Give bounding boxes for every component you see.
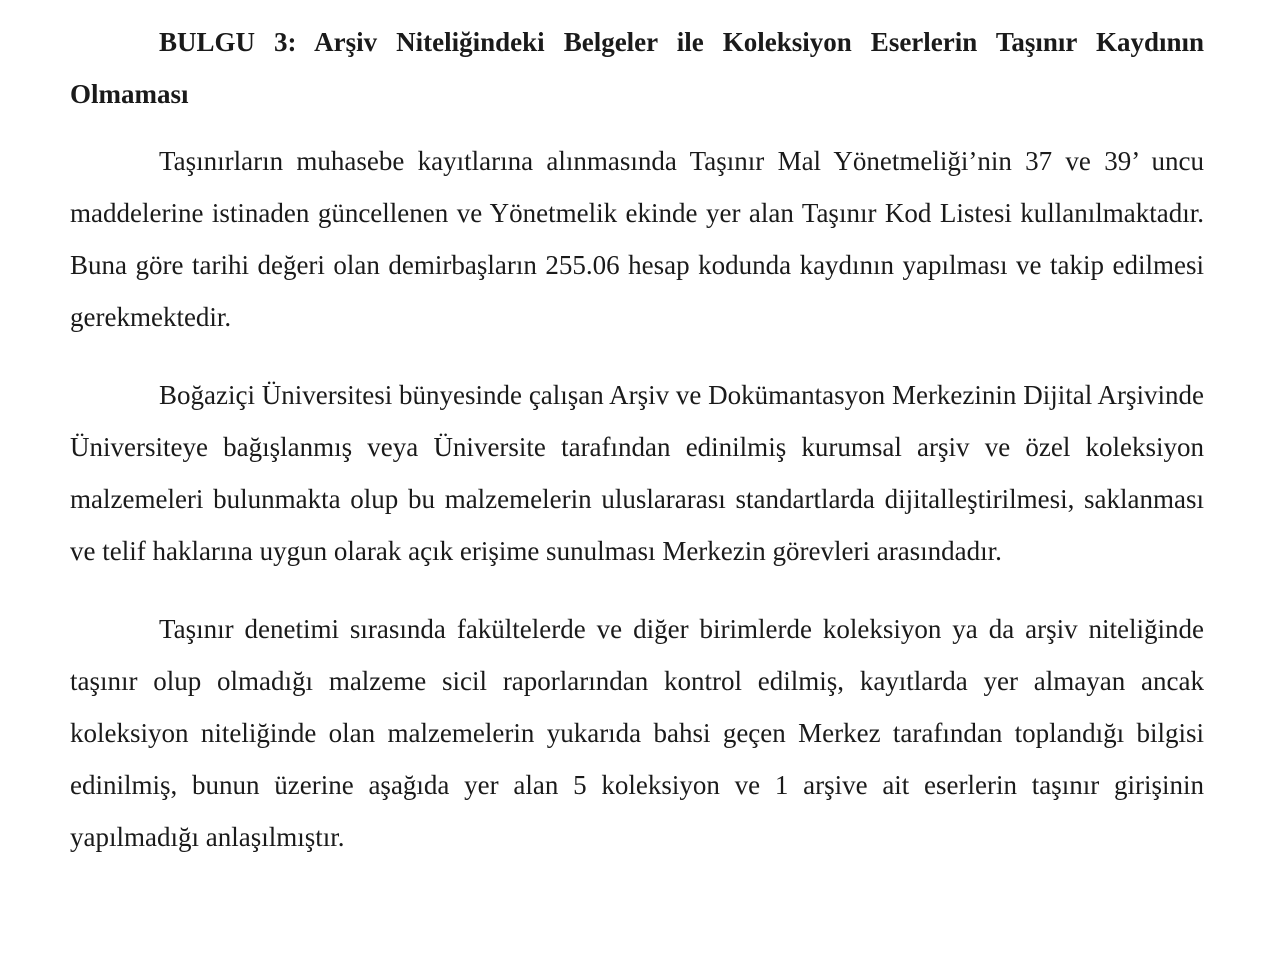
finding-heading: BULGU 3: Arşiv Niteliğindeki Belgeler ile Koleksiyon Eserlerin Taşınır Kaydının Olmaması [70, 27, 1204, 109]
document-page [70, 16, 1204, 889]
paragraph-legal-basis: Taşınırların muhasebe kayıtlarına alınmasında Taşınır Mal Yönetmeliği’nin 37 ve 39’ uncu maddelerine istinaden güncellenen ve Yönetmelik ekinde yer alan Taşınır Kod Listesi kullanılmaktadır. Buna göre tarihi değeri olan demirbaşların 255.06 hesap kodunda kaydının yapılması ve takip edilmesi gerekmektedir. [70, 146, 1204, 332]
paragraph-audit-findings: Taşınır denetimi sırasında fakültelerde ve diğer birimlerde koleksiyon ya da arşiv niteliğinde taşınır olup olmadığı malzeme sicil raporlarından kontrol edilmiş, kayıtlarda yer almayan ancak koleksiyon niteliğinde olan malzemelerin yukarıda bahsi geçen Merkez tarafından toplandığı bilgisi edinilmiş, bunun üzerine aşağıda yer alan 5 koleksiyon ve 1 arşive ait eserlerin taşınır girişinin yapılmadığı anlaşılmıştır. [70, 614, 1204, 852]
paragraph-archive-center: Boğaziçi Üniversitesi bünyesinde çalışan Arşiv ve Dokümantasyon Merkezinin Dijital Arşivinde Üniversiteye bağışlanmış veya Üniversite tarafından edinilmiş kurumsal arşiv ve özel koleksiyon malzemeleri bulunmakta olup bu malzemelerin uluslararası standartlarda dijitalleştirilmesi, saklanması ve telif haklarına uygun olarak açık erişime sunulması Merkezin görevleri arasındadır. [70, 380, 1204, 566]
